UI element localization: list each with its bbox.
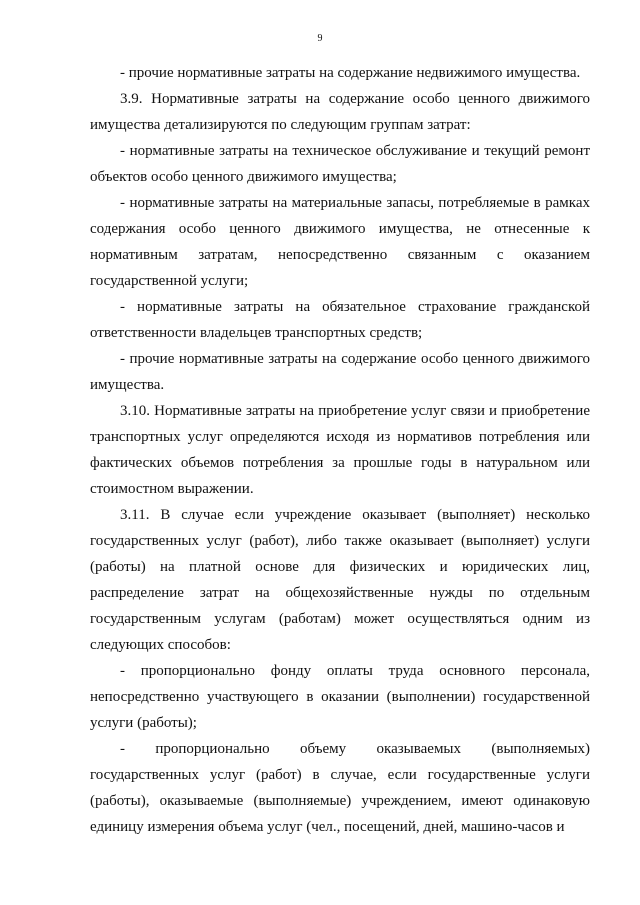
paragraph: 3.9. Нормативные затраты на содержание особо ценного движимого имущества детализируются по следующим группам затрат: (90, 91, 590, 133)
paragraph: - прочие нормативные затраты на содержание недвижимого имущества. (120, 65, 581, 81)
paragraph: 3.10. Нормативные затраты на приобретение услуг связи и приобретение транспортных услуг определяются исходя из нормативов потребления или фактических объемов потребления за прошлые годы в натуральном или стоимостном выражении. (90, 403, 590, 497)
paragraph: - нормативные затраты на техническое обслуживание и текущий ремонт объектов особо ценного движимого имущества; (90, 143, 590, 185)
page-number: 9 (317, 33, 323, 44)
paragraph: - нормативные затраты на обязательное страхование гражданской ответственности владельцев транспортных средств; (90, 299, 590, 341)
paragraph: - нормативные затраты на материальные запасы, потребляемые в рамках содержания особо ценного движимого имущества, не отнесенные к нормативным затратам, непосредственно связанным с оказанием государственной услуги; (90, 195, 590, 289)
document-body (90, 60, 590, 840)
paragraph: - пропорционально объему оказываемых (выполняемых) государственных услуг (работ) в случае, если государственные услуги (работы), оказываемые (выполняемые) учреждением, имеют одинаковую единицу измерения объема услуг (чел., посещений, дней, машино-часов и (90, 741, 590, 835)
paragraph: - прочие нормативные затраты на содержание особо ценного движимого имущества. (90, 351, 590, 393)
paragraph: - пропорционально фонду оплаты труда основного персонала, непосредственно участвующего в оказании (выполнении) государственной услуги (работы); (90, 663, 590, 731)
paragraph: 3.11. В случае если учреждение оказывает (выполняет) несколько государственных услуг (работ), либо также оказывает (выполняет) услуги (работы) на платной основе для физических и юридических лиц, распределение затрат на общехозяйственные нужды по отдельным государственным услугам (работам) может осуществляться одним из следующих способов: (90, 507, 590, 653)
